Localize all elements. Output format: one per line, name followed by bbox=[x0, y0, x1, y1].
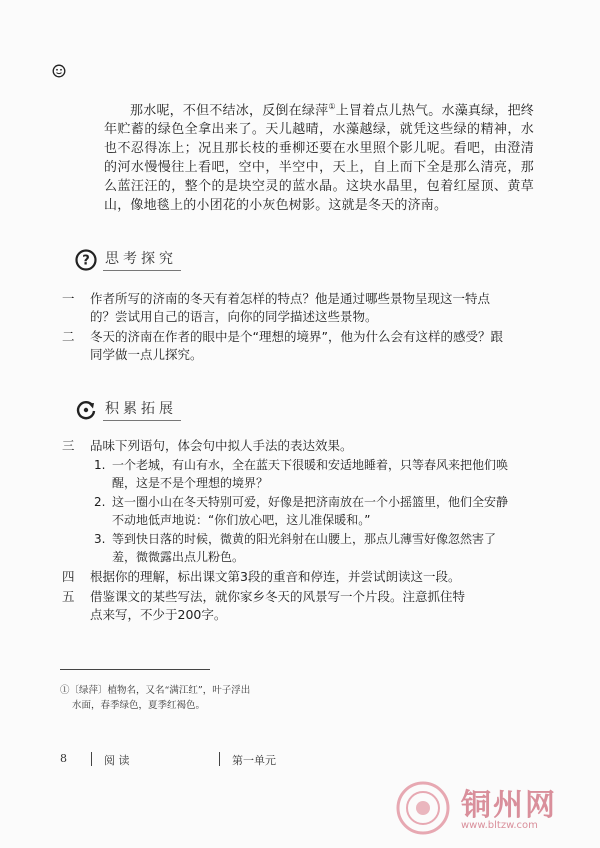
sub-item-2 bbox=[94, 493, 514, 529]
question-3 bbox=[62, 437, 512, 455]
sub-item-text: 这一圈小山在冬天特别可爱，好像是把济南放在一个小摇篮里，他们全安静不动地低声地说：“你们放心吧，这儿准保暖和。” bbox=[112, 495, 509, 527]
svg-text:?: ? bbox=[82, 253, 90, 268]
sub-item-number: 1. bbox=[94, 458, 106, 472]
question-text: 冬天的济南在作者的眼中是个“理想的境界”，他为什么会有这样的感受？跟同学做一点儿探究。 bbox=[90, 329, 503, 362]
question-1 bbox=[62, 290, 512, 326]
book-name: 阅 读 bbox=[104, 754, 130, 767]
sub-item-number: 3. bbox=[94, 532, 106, 546]
passage-text bbox=[104, 97, 534, 215]
question-number: 五 bbox=[62, 589, 75, 604]
watermark bbox=[395, 778, 595, 838]
watermark-url: www.bltzw.com bbox=[461, 820, 538, 831]
refresh-icon bbox=[75, 399, 97, 421]
section-title-extension: 积累拓展 bbox=[103, 398, 181, 421]
section-title-thinking: 思考探究 bbox=[103, 248, 181, 271]
question-number: 三 bbox=[62, 438, 75, 453]
footnote-divider bbox=[60, 669, 210, 670]
question-text: 根据你的理解，标出课文第3段的重音和停连，并尝试朗读这一段。 bbox=[90, 569, 461, 584]
footnote-marker[interactable]: ① bbox=[328, 102, 336, 111]
sub-item-1 bbox=[94, 456, 514, 492]
sub-item-text: 等到快日落的时候，微黄的阳光斜射在山腰上，那点儿薄雪好像忽然害了羞，微微露出点儿粉色。 bbox=[112, 532, 497, 564]
section-header-thinking bbox=[75, 248, 181, 271]
footer-divider bbox=[91, 752, 92, 766]
question-icon bbox=[75, 249, 97, 271]
unit-name: 第一单元 bbox=[232, 754, 276, 767]
passage-part-1: 那水呢，不但不结冰，反倒在绿萍 bbox=[130, 103, 329, 119]
question-text: 借鉴课文的某些写法，就你家乡冬天的风景写一个片段。注意抓住特点来写，不少于200字。 bbox=[90, 589, 466, 622]
question-text: 作者所写的济南的冬天有着怎样的特点？他是通过哪些景物呈现这一特点的？尝试用自己的语言，向你的同学描述这些景物。 bbox=[90, 291, 491, 324]
question-number: 四 bbox=[62, 569, 75, 584]
thinking-questions bbox=[62, 290, 512, 364]
question-number: 一 bbox=[62, 291, 75, 306]
footnote-line-1: ①〔绿萍〕植物名，又名“满江红”，叶子浮出 bbox=[60, 685, 251, 696]
smiley-icon bbox=[52, 64, 66, 78]
footnote-line-2: 水面，春季绿色，夏季红褐色。 bbox=[72, 700, 206, 711]
sub-item-3 bbox=[94, 530, 514, 566]
page-number: 8 bbox=[60, 752, 67, 765]
watermark-name: 铜州网 bbox=[461, 788, 557, 823]
question-number: 二 bbox=[62, 329, 75, 344]
question-2 bbox=[62, 328, 512, 364]
question-5 bbox=[62, 588, 512, 624]
question-text: 品味下列语句，体会句中拟人手法的表达效果。 bbox=[90, 438, 353, 453]
footer-divider bbox=[219, 752, 220, 766]
footnote bbox=[60, 683, 250, 713]
section-header-extension bbox=[75, 398, 181, 421]
passage-part-2: 上冒着点儿热气。水藻真绿，把终年贮蓄的绿色全拿出来了。天儿越晴，水藻越绿，就凭这些绿的精神，水也不忍得冻上；况且那长枝的垂柳还要在水里照个影儿呢。看吧，由澄清的河水慢慢往上看吧，空中，半空中，天上，自上而下全是那么清亮，那么蓝汪汪的，整个的是块空灵的蓝水晶。这块水晶里，包着红屋顶、黄草山，像地毯上的小团花的小灰色树影。这就是冬天的济南。 bbox=[104, 103, 534, 214]
sub-item-number: 2. bbox=[94, 495, 106, 509]
extension-questions bbox=[62, 437, 514, 624]
sub-item-text: 一个老城，有山有水，全在蓝天下很暖和安适地睡着，只等春风来把他们唤醒，这是不是个理想的境界？ bbox=[112, 458, 509, 490]
question-4 bbox=[62, 568, 512, 586]
watermark-seal-icon bbox=[395, 780, 451, 836]
